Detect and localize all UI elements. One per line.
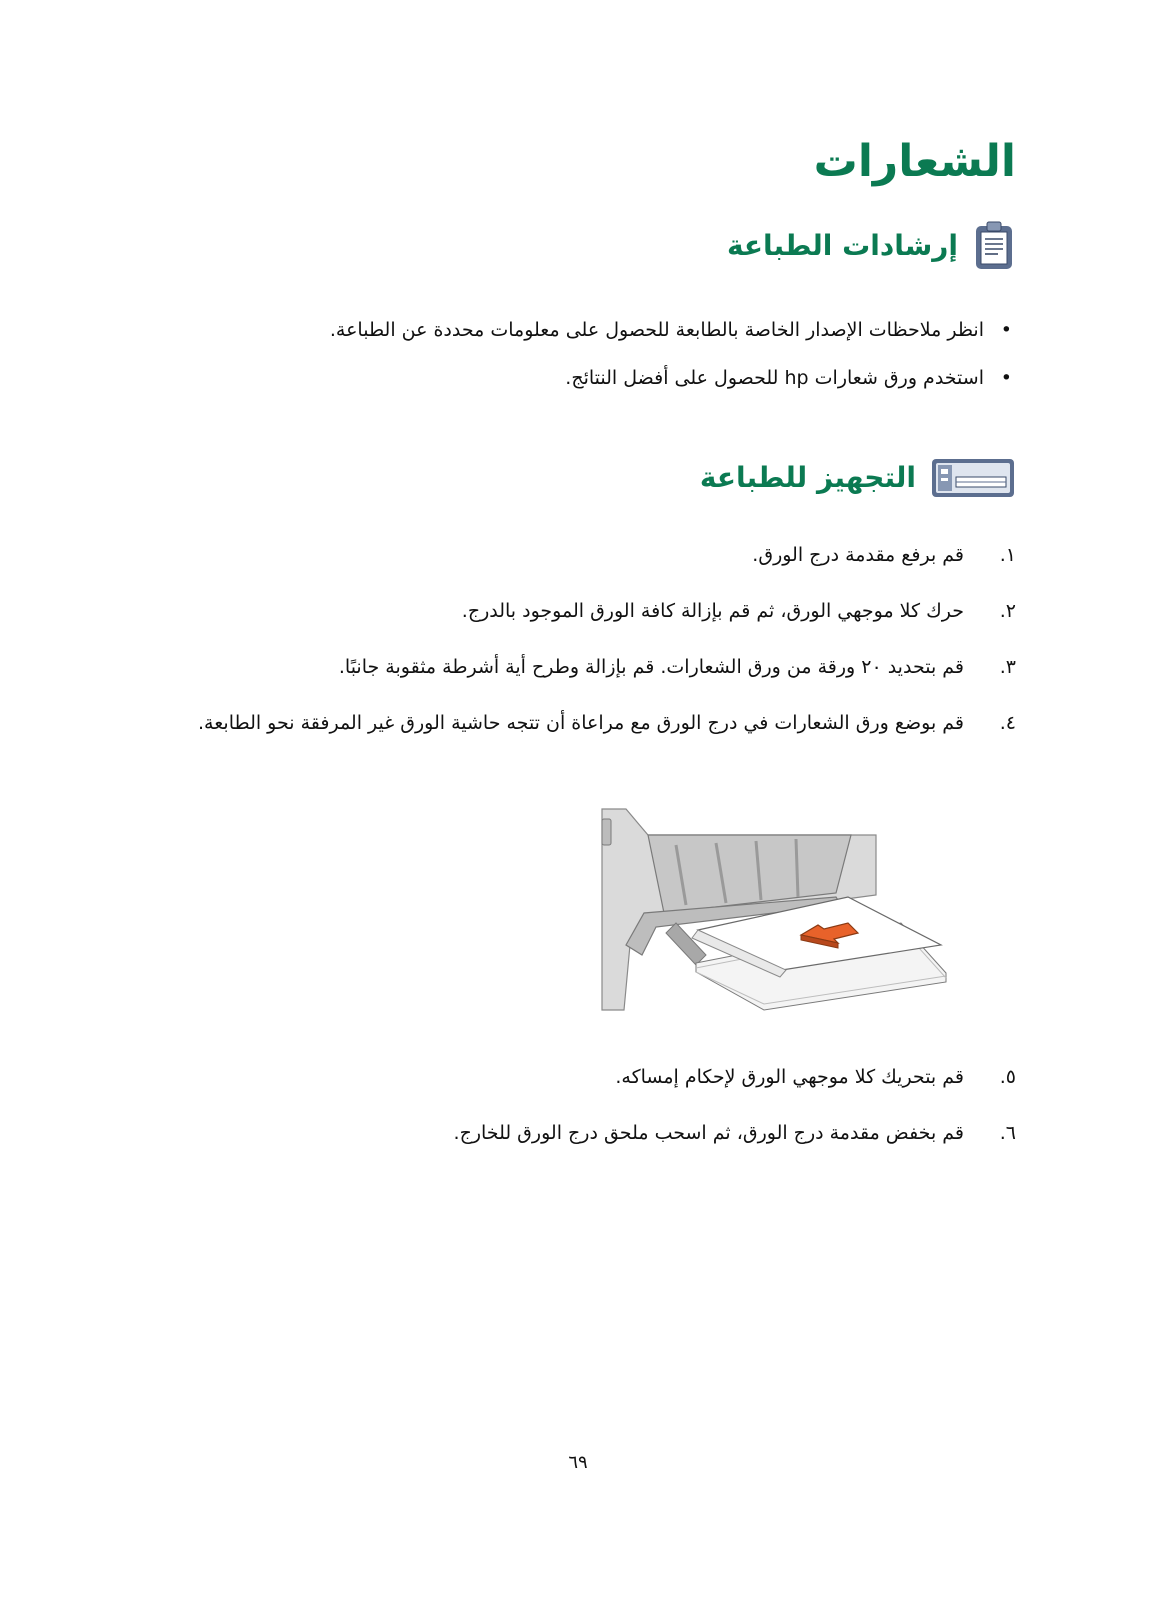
list-item xyxy=(140,1118,1016,1148)
step-number: ٦. xyxy=(999,1122,1016,1144)
step-text: قم بخفض مقدمة درج الورق، ثم اسحب ملحق درج الورق للخارج. xyxy=(453,1122,964,1144)
clipboard-icon xyxy=(972,220,1016,272)
list-item-text: انظر ملاحظات الإصدار الخاصة بالطابعة للحصول على معلومات محددة عن الطباعة. xyxy=(329,319,984,341)
page-title: الشعارات xyxy=(813,136,1016,187)
guidelines-list xyxy=(140,315,1016,411)
step-number: ٢. xyxy=(999,600,1016,622)
list-item xyxy=(140,315,1016,345)
step-text: قم بتحديد ٢٠ ورقة من ورق الشعارات. قم بإزالة وطرح أية أشرطة مثقوبة جانبًا. xyxy=(338,656,964,678)
step-text: قم برفع مقدمة درج الورق. xyxy=(752,544,964,566)
bullet-marker: • xyxy=(1000,319,1012,341)
section-heading: التجهيز للطباعة xyxy=(699,461,916,494)
steps-list xyxy=(140,540,1016,764)
list-item xyxy=(140,652,1016,682)
list-item-text: استخدم ورق شعارات hp للحصول على أفضل النتائج. xyxy=(565,367,984,389)
list-item xyxy=(140,596,1016,626)
step-text: قم بوضع ورق الشعارات في درج الورق مع مراعاة أن تتجه حاشية الورق غير المرفقة نحو الطابعة. xyxy=(198,712,964,734)
step-number: ٤. xyxy=(999,712,1016,734)
prepare-heading xyxy=(700,450,1016,506)
list-item xyxy=(140,540,1016,570)
step-text: قم بتحريك كلا موجهي الورق لإحكام إمساكه. xyxy=(615,1066,964,1088)
list-item xyxy=(140,363,1016,393)
section-heading: إرشادات الطباعة xyxy=(726,229,958,262)
print-guidelines-heading xyxy=(727,218,1016,274)
step-number: ١. xyxy=(999,544,1016,566)
page-number: ٦٩ xyxy=(568,1452,588,1473)
list-item xyxy=(140,1062,1016,1092)
step-text: حرك كلا موجهي الورق، ثم قم بإزالة كافة الورق الموجود بالدرج. xyxy=(461,600,964,622)
printer-tray-illustration xyxy=(586,805,952,1015)
bullet-marker: • xyxy=(1000,367,1012,389)
step-number: ٣. xyxy=(999,656,1016,678)
step-number: ٥. xyxy=(999,1066,1016,1088)
printer-icon xyxy=(930,452,1016,504)
list-item xyxy=(140,708,1016,738)
steps-list-continued xyxy=(140,1062,1016,1174)
